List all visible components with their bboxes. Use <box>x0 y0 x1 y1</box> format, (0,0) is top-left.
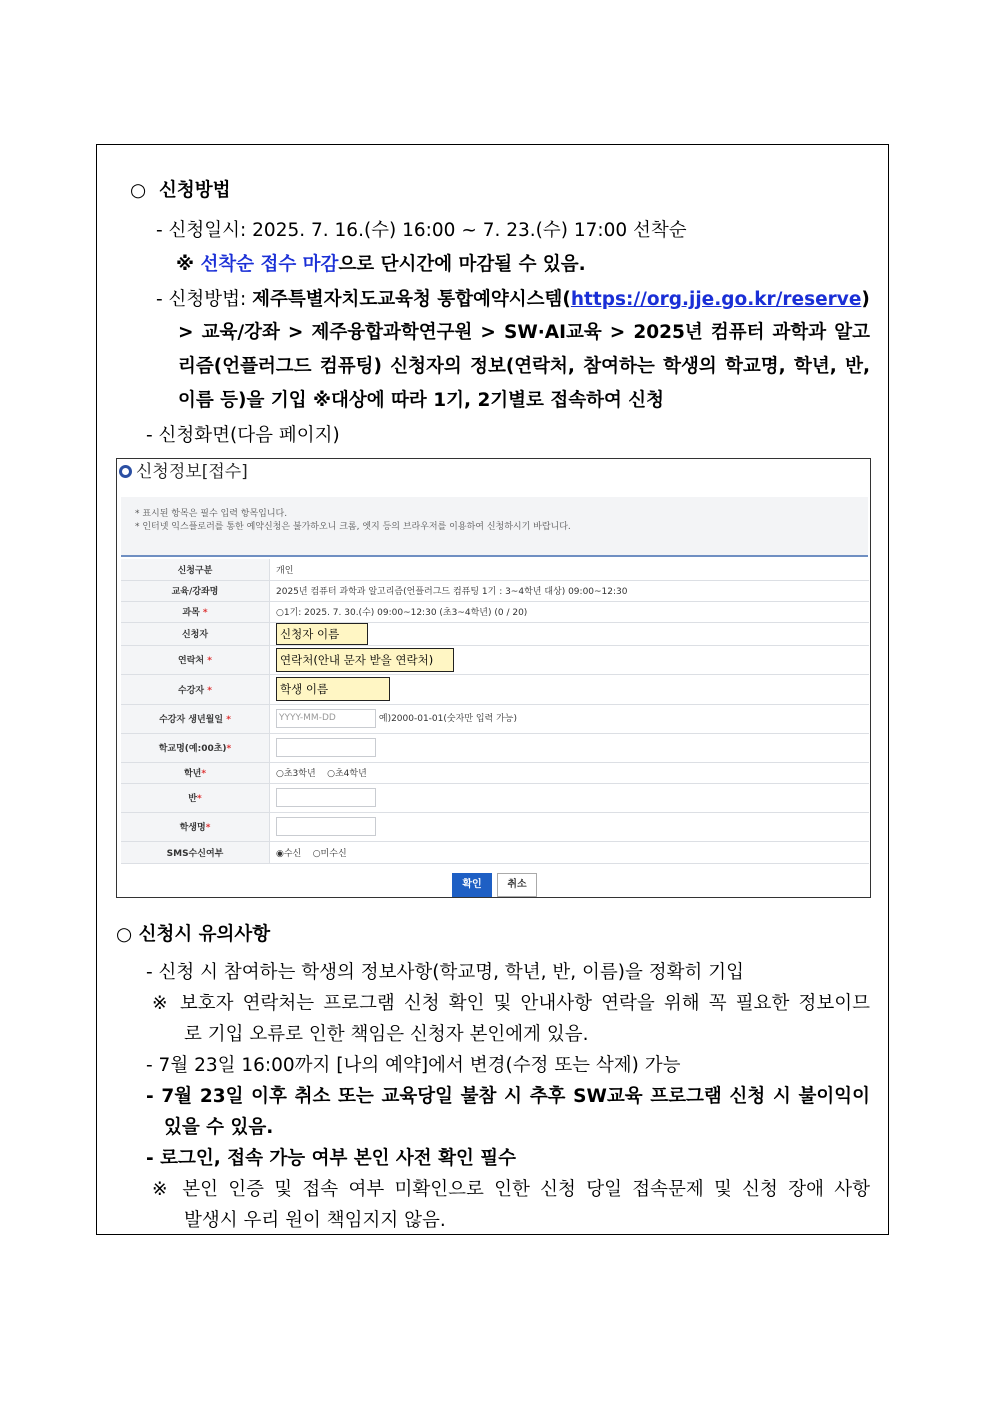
apply-screen-line: - 신청화면(다음 페이지) <box>146 425 340 446</box>
form-title: 신청정보[접수] <box>119 460 248 484</box>
contact-input[interactable]: 연락처(안내 문자 받을 연락처) <box>276 648 454 672</box>
name-input[interactable] <box>276 817 376 836</box>
class-input[interactable] <box>276 788 376 807</box>
form-row-birth: 수강자 생년월일 * YYYY-MM-DD 예)2000-01-01(숫자만 입력 가능) <box>121 704 869 733</box>
form-table <box>121 559 869 864</box>
note-guardian-contact-1: ※ 보호자 연락처는 프로그램 신청 확인 및 안내사항 연락을 위해 꼭 필요한 정보이므 <box>152 993 870 1014</box>
form-row-sms: SMS수신여부 ◉수신 ○미수신 <box>121 841 869 863</box>
notice-required: * 표시된 항목은 필수 입력 항목입니다. <box>135 509 288 519</box>
bullet-icon: ○ <box>130 180 147 201</box>
form-row-name: 학생명* <box>121 812 869 841</box>
form-row-applicant: 신청자 신청자 이름 <box>121 622 869 645</box>
confirm-button[interactable]: 확인 <box>452 873 492 897</box>
form-row-class: 반* <box>121 783 869 812</box>
circle-bullet-icon <box>119 465 132 478</box>
note-item-login-check: - 로그인, 접속 가능 여부 본인 사전 확인 필수 <box>146 1148 517 1169</box>
subject-radio[interactable]: ○1기: 2025. 7. 30.(수) 09:00~12:30 (초3~4학년) (0 / 20) <box>270 601 870 622</box>
apply-date-line: - 신청일시: 2025. 7. 16.(수) 16:00 ~ 7. 23.(수) 17:00 선착순 <box>156 220 687 241</box>
note-responsibility-2: 발생시 우리 원이 책임지지 않음. <box>184 1210 446 1231</box>
form-row-student: 수강자 * 학생 이름 <box>121 674 869 704</box>
birth-hint: 예)2000-01-01(숫자만 입력 가능) <box>378 714 517 724</box>
sms-yes-radio[interactable]: ◉수신 <box>276 848 302 859</box>
applicant-input[interactable]: 신청자 이름 <box>276 623 368 645</box>
form-row-type: 신청구분 개인 <box>121 559 869 580</box>
student-input[interactable]: 학생 이름 <box>276 677 390 701</box>
birth-input[interactable]: YYYY-MM-DD <box>276 709 376 728</box>
form-notice <box>121 497 868 557</box>
cancel-button[interactable]: 취소 <box>497 873 537 897</box>
section-heading-notes: ○ 신청시 유의사항 <box>116 924 271 945</box>
note-item-cancel-penalty-2: 있을 수 있음. <box>164 1117 274 1138</box>
form-row-subject: 과목 * ○1기: 2025. 7. 30.(수) 09:00~12:30 (초3~4학년) (0 / 20) <box>121 601 869 622</box>
application-form-screenshot <box>116 458 871 898</box>
sms-no-radio[interactable]: ○미수신 <box>312 848 347 859</box>
notice-browser: * 인터넷 익스플로러를 통한 예약신청은 불가하오니 크롬, 엣지 등의 브라우저를 이용하여 신청하시기 바랍니다. <box>135 522 571 532</box>
note-responsibility-1: ※ 본인 인증 및 접속 여부 미확인으로 인한 신청 당일 접속문제 및 신청 장애 사항 <box>152 1179 870 1200</box>
reserve-link[interactable]: https://org.jje.go.kr/reserve <box>570 289 862 310</box>
first-come-note: ※ 선착순 접수 마감으로 단시간에 마감될 수 있음. <box>176 254 586 275</box>
grade3-radio[interactable]: ○초3학년 <box>276 769 316 779</box>
apply-method-line: - 신청방법: 제주특별자치도교육청 통합예약시스템(https://org.jje.go.kr/reserve) <box>156 289 870 310</box>
note-guardian-contact-2: 로 기입 오류로 인한 책임은 신청자 본인에게 있음. <box>184 1024 589 1045</box>
form-row-contact: 연락처 * 연락처(안내 문자 받을 연락처) <box>121 645 869 674</box>
form-row-school: 학교명(예:00초)* <box>121 733 869 762</box>
form-row-course: 교육/강좌명 2025년 컴퓨터 과학과 알고리즘(언플러그드 컴퓨팅 1기 : 3~4학년 대상) 09:00~12:30 <box>121 580 869 601</box>
school-input[interactable] <box>276 738 376 757</box>
apply-method-path: > 교육/강좌 > 제주융합과학연구원 > SW·AI교육 > 2025년 컴퓨터 과학과 알고 <box>178 322 870 343</box>
grade4-radio[interactable]: ○초4학년 <box>327 769 367 779</box>
note-item-cancel-penalty-1: - 7월 23일 이후 취소 또는 교육당일 불참 시 추후 SW교육 프로그램 신청 시 불이익이 <box>146 1086 870 1107</box>
apply-method-info: 리즘(언플러그드 컴퓨팅) 신청자의 정보(연락처, 참여하는 학생의 학교명, 학년, 반, <box>178 356 870 377</box>
form-row-grade: 학년* ○초3학년 ○초4학년 <box>121 762 869 783</box>
note-item-accurate-info: - 신청 시 참여하는 학생의 정보사항(학교명, 학년, 반, 이름)을 정확히 기입 <box>146 962 744 983</box>
note-item-change-deadline: - 7월 23일 16:00까지 [나의 예약]에서 변경(수정 또는 삭제) 가능 <box>146 1055 681 1076</box>
apply-method-note: 이름 등)을 기입 ※대상에 따라 1기, 2기별로 접속하여 신청 <box>178 390 665 411</box>
section-heading-apply-method: ○ 신청방법 <box>130 180 231 201</box>
